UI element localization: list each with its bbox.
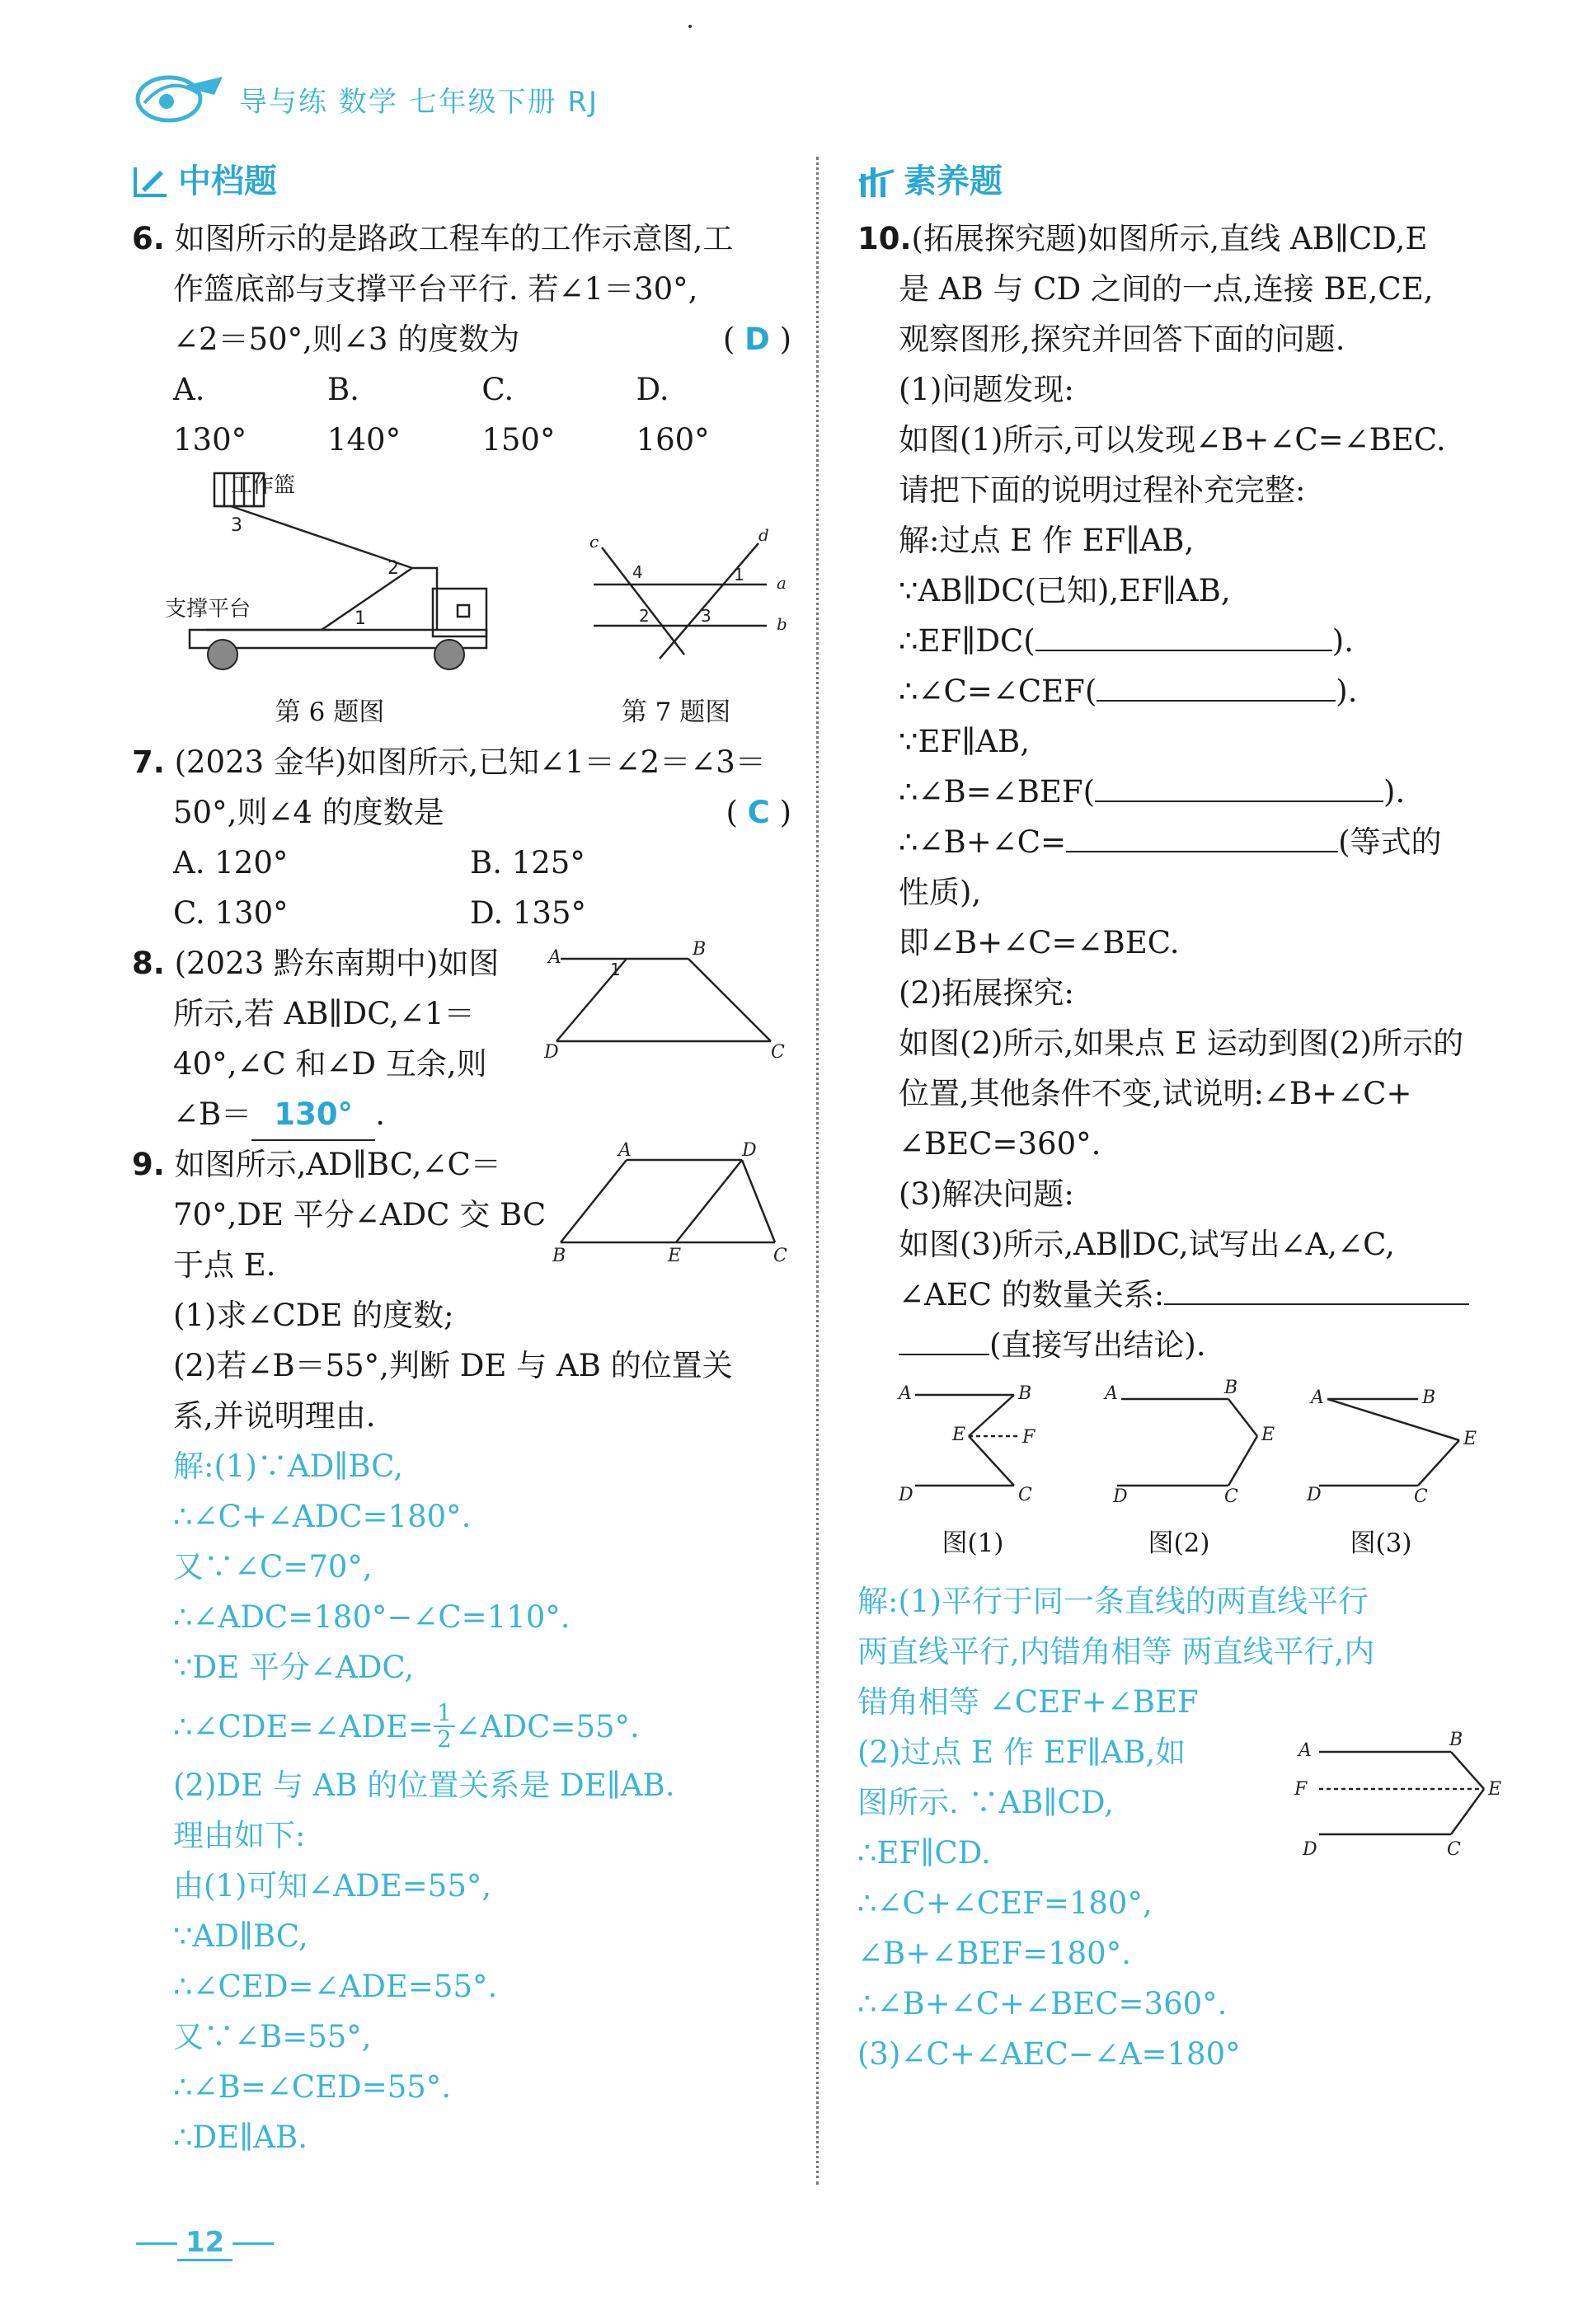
svg-text:1: 1 [734, 565, 744, 585]
solution-line: 解:(1)∵AD∥BC, [173, 1448, 403, 1484]
solution-line: (2)过点 E 作 EF∥AB,如 [857, 1735, 1186, 1770]
pencil-chart-icon [132, 162, 170, 200]
solution-9 [132, 1441, 791, 2162]
question-text: ∠AEC 的数量关系: [899, 1277, 1165, 1312]
fig6-label-platform: 支撑平台 [165, 597, 251, 622]
page-number [136, 2226, 274, 2261]
svg-text:A: A [1298, 1740, 1312, 1761]
question-text: 观察图形,探究并回答下面的问题. [899, 322, 1345, 357]
solution-line: ∴∠B+∠C+∠BEC=360°. [857, 1986, 1228, 2021]
question-text: 所示,若 AB∥DC,∠1＝ [173, 996, 475, 1031]
svg-text:D: D [1113, 1486, 1128, 1507]
figure-6-caption: 第 6 题图 [275, 697, 385, 727]
svg-text:E: E [668, 1246, 682, 1266]
svg-text:d: d [758, 525, 769, 545]
svg-text:D: D [899, 1485, 913, 1505]
svg-text:D: D [544, 1042, 559, 1063]
question-text: 是 AB 与 CD 之间的一点,连接 BE,CE, [899, 271, 1434, 307]
solution-line: ∴∠CDE=∠ADE= $\frac{1}{2}$ ∠ADC=55°. [173, 1699, 640, 1753]
solution-line: 解:(1)平行于同一条直线的两直线平行 [857, 1584, 1369, 1619]
solution-line: 又∵∠B=55°, [173, 2019, 372, 2054]
solution-line: 图所示. ∵AB∥CD, [857, 1785, 1114, 1820]
question-text: ∠2＝50°,则∠3 的度数为 [173, 322, 520, 357]
solution-line: 理由如下: [173, 1818, 306, 1853]
svg-text:3: 3 [231, 515, 242, 536]
figures-10 [857, 1370, 1509, 1576]
svg-text:3: 3 [701, 606, 711, 626]
svg-text:C: C [771, 1042, 785, 1063]
solution-line: ∴∠B=∠CED=55°. [173, 2069, 452, 2105]
question-text: 40°,∠C 和∠D 互余,则 [173, 1046, 487, 1082]
svg-text:C: C [1018, 1485, 1032, 1505]
answer-value: C [747, 795, 770, 830]
question-text: ∵AB∥DC(已知),EF∥AB, [899, 573, 1231, 608]
question-text: ∴∠B=∠BEF( [899, 774, 1096, 810]
svg-text:c: c [589, 532, 599, 552]
svg-text:B: B [552, 1246, 566, 1266]
question-text: 70°,DE 平分∠ADC 交 BC [173, 1197, 547, 1232]
figure-caption-1: 图(1) [942, 1528, 1004, 1558]
svg-text:B: B [693, 939, 707, 960]
solution-line: ∴DE∥AB. [173, 2120, 308, 2155]
svg-text:b: b [777, 614, 787, 634]
option-a: A. 130° [173, 372, 247, 458]
fill-blank-4[interactable] [1066, 818, 1338, 852]
solution-line: ∴∠ADC=180°−∠C=110°. [173, 1599, 571, 1635]
svg-text:E: E [952, 1425, 966, 1445]
question-number: 8. [132, 946, 165, 981]
svg-text:E: E [1488, 1779, 1502, 1800]
solution-line: (2)DE 与 AB 的位置关系是 DE∥AB. [173, 1768, 675, 1803]
solution-line: 两直线平行,内错角相等 两直线平行,内 [857, 1634, 1375, 1669]
figure-caption-2: 图(2) [1148, 1528, 1210, 1558]
option-d: D. 160° [636, 372, 710, 458]
option-d: D. 135° [470, 895, 586, 931]
svg-text:E: E [1261, 1425, 1275, 1445]
svg-text:A: A [1311, 1387, 1324, 1408]
svg-text:a: a [777, 573, 787, 593]
svg-text:A: A [618, 1140, 632, 1161]
option-c: C. 130° [173, 895, 289, 931]
svg-text:A: A [548, 947, 561, 968]
column-divider [816, 157, 819, 2185]
svg-text:1: 1 [355, 608, 366, 629]
answer-value: D [744, 322, 770, 357]
question-text: 性质), [899, 875, 982, 910]
options [132, 364, 791, 465]
answer-bracket: ( C ) [726, 795, 791, 830]
page-header [132, 70, 599, 128]
question-text: (2)拓展探究: [899, 975, 1074, 1011]
svg-text:B: B [1422, 1387, 1436, 1408]
question-6 [132, 214, 791, 737]
solution-line: ∵DE 平分∠ADC, [173, 1650, 415, 1685]
svg-text:1: 1 [610, 960, 621, 979]
svg-text:A: A [1105, 1383, 1118, 1404]
question-text: (2023 金华)如图所示,已知∠1＝∠2＝∠3＝ [174, 744, 766, 780]
question-9 [132, 1139, 791, 2162]
solution-line: ∴∠CED=∠ADE=55°. [173, 1969, 498, 2004]
question-text: ∵EF∥AB, [899, 724, 1030, 759]
question-text: 于点 E. [173, 1247, 276, 1283]
svg-text:B: B [1018, 1383, 1032, 1404]
solution-line: ∠B+∠BEF=180°. [857, 1936, 1131, 1971]
svg-text:B: B [1224, 1378, 1238, 1398]
option-a: A. 120° [173, 845, 289, 880]
svg-text:4: 4 [632, 562, 643, 582]
fill-blank-6[interactable] [899, 1321, 989, 1355]
figure-8-diagram [544, 938, 791, 1070]
question-text: (拓展探究题)如图所示,直线 AB∥CD,E [911, 221, 1428, 256]
question-text: 即∠B+∠C=∠BEC. [899, 925, 1180, 960]
section-title-literacy [857, 153, 1509, 210]
question-8: 8. (2023 黔东南期中)如图 所示,若 AB∥DC,∠1＝ 40°,∠C 和∠D 互余,则 ∠B＝ 130° . A B D C 1 [132, 938, 791, 1139]
question-text: 如图所示的是路政工程车的工作示意图,工 [174, 221, 734, 256]
answer-bracket: ( D ) [722, 322, 791, 357]
figure-7-caption: 第 7 题图 [621, 697, 731, 727]
fig6-label-basket: 工作篮 [231, 473, 296, 498]
svg-text:A: A [899, 1383, 912, 1404]
question-number: 6. [132, 221, 165, 256]
question-text: ∠BEC=360°. [899, 1126, 1101, 1162]
question-text: 如图(3)所示,AB∥DC,试写出∠A,∠C, [899, 1227, 1395, 1262]
section-title-text: 中档题 [178, 162, 277, 200]
figure-9-diagram [544, 1139, 791, 1271]
question-text: ∴∠B+∠C= [899, 824, 1067, 860]
solution-line: (3)∠C+∠AEC−∠A=180° [857, 2036, 1241, 2072]
fill-blank-2[interactable] [1097, 667, 1336, 702]
question-number: 10. [857, 221, 912, 256]
question-subpart: (1)求∠CDE 的度数; [173, 1298, 454, 1333]
fill-blank-5[interactable] [1164, 1270, 1469, 1305]
question-text: 作篮底部与支撑平台平行. 若∠1＝30°, [173, 271, 698, 307]
solution-line: 由(1)可知∠ADE=55°, [173, 1868, 492, 1904]
svg-text:C: C [773, 1246, 787, 1266]
section-title-text: 素养题 [904, 162, 1003, 200]
option-b: B. 140° [326, 372, 402, 458]
svg-text:F: F [1294, 1779, 1308, 1800]
solution-10 [857, 1576, 1509, 2079]
figure-caption-3: 图(3) [1350, 1528, 1412, 1558]
question-text: 位置,其他条件不变,试说明:∠B+∠C+ [899, 1076, 1412, 1111]
page-number-text: 12 [177, 2226, 232, 2261]
option-b: B. 125° [470, 845, 585, 880]
question-text: 解:过点 E 作 EF∥AB, [899, 523, 1195, 558]
literacy-icon [857, 162, 895, 200]
solution-line: ∴∠C+∠ADC=180°. [173, 1499, 472, 1534]
fill-blank-3[interactable] [1095, 768, 1383, 802]
question-text: 如图(1)所示,可以发现∠B+∠C=∠BEC. [899, 422, 1446, 458]
question-text: ∴EF∥DC( [899, 623, 1036, 659]
answer-value: 130° [251, 1089, 375, 1141]
solution-line: ∵AD∥BC, [173, 1918, 308, 1954]
fill-blank-1[interactable] [1036, 617, 1332, 651]
figures-6-7 [165, 465, 791, 737]
header-title: 导与练 数学 七年级下册 RJ [239, 85, 599, 119]
svg-text:B: B [1449, 1730, 1463, 1750]
question-text: ∠B＝ [173, 1096, 252, 1132]
question-number: 7. [132, 744, 165, 780]
question-7 [132, 737, 791, 938]
svg-text:E: E [1463, 1429, 1477, 1449]
svg-text:2: 2 [387, 558, 399, 579]
top-dot [688, 25, 692, 28]
solution-line: 错角相等 ∠CEF+∠BEF [857, 1684, 1199, 1720]
svg-text:D: D [1303, 1839, 1317, 1860]
question-text: (3)解决问题: [899, 1176, 1074, 1212]
options [132, 838, 791, 938]
solution-figure [1286, 1727, 1517, 1892]
svg-text:F: F [1022, 1427, 1036, 1448]
question-text: 如图所示,AD∥BC,∠C＝ [174, 1147, 501, 1182]
left-column [132, 153, 791, 2162]
solution-line: ∴∠C+∠CEF=180°, [857, 1885, 1153, 1921]
question-text: 请把下面的说明过程补充完整: [899, 472, 1306, 508]
question-text: (1)问题发现: [899, 372, 1074, 407]
question-number: 9. [132, 1147, 165, 1182]
question-subpart: 系,并说明理由. [173, 1398, 376, 1434]
svg-text:2: 2 [639, 606, 650, 626]
svg-text:C: C [1414, 1486, 1428, 1507]
question-text: 如图(2)所示,如果点 E 运动到图(2)所示的 [899, 1026, 1464, 1061]
option-c: C. 150° [481, 372, 556, 458]
right-column [857, 153, 1509, 2079]
question-text: ∴∠C=∠CEF( [899, 674, 1097, 709]
question-text: 50°,则∠4 的度数是 [173, 795, 444, 830]
svg-text:C: C [1224, 1486, 1238, 1507]
question-subpart: (2)若∠B＝55°,判断 DE 与 AB 的位置关 [173, 1348, 733, 1383]
question-text: (2023 黔东南期中)如图 [174, 946, 500, 981]
question-text: (直接写出结论). [989, 1327, 1206, 1363]
book-logo-icon [132, 70, 231, 128]
svg-text:C: C [1447, 1839, 1461, 1860]
svg-text:D: D [1307, 1485, 1322, 1505]
solution-line: ∴EF∥CD. [857, 1835, 991, 1871]
question-10: 10.(拓展探究题)如图所示,直线 AB∥CD,E 是 AB 与 CD 之间的一点,连接 BE,CE, 观察图形,探究并回答下面的问题. (1)问题发现: 如图(1)所示,可以发现∠B+∠C=∠BEC. 请把下面的说明过程补充完整: 解:过点 E 作 EF∥AB, ∵AB∥DC(已知),EF∥AB, ∴EF∥DC( ). ∴∠C=∠CEF( ). ∵EF∥AB, ∴∠B=∠BEF( ). ∴∠B+∠C= (等式的 性质), 即∠B+∠C=∠BEC. (2)拓展探究: 如图(2)所示,如果点 E 运动到图(2)所示的 位置,其他条件不变,试说明:∠B+∠C+ ∠BEC=360°. (3)解决问题: 如图(3)所示,AB∥DC,试写出∠A,∠C, ∠AEC 的数量关系: (直接写出结论). A B E F D C A B E D C A B E D C 图(1) 图(2) 图(3) 解:(1)平行于同一条直线的两直线平行 两直线平行,内错角相等 两直线平行,内 错角相等 ∠CEF+∠BEF (2)过点 E 作 EF∥AB,如 图所示. ∵AB∥CD, ∴EF∥CD. ∴∠C+∠CEF=180°, ∠B+∠BEF=180°. ∴∠B+∠C+∠BEC=360°. (3)∠C+∠AEC−∠A=180° A B F E D C [857, 214, 1509, 2079]
solution-line: 又∵∠C=70°, [173, 1549, 373, 1585]
fraction: $\frac{1}{2}$ [434, 1701, 455, 1752]
svg-text:D: D [742, 1140, 757, 1161]
section-title-medium [132, 153, 791, 210]
